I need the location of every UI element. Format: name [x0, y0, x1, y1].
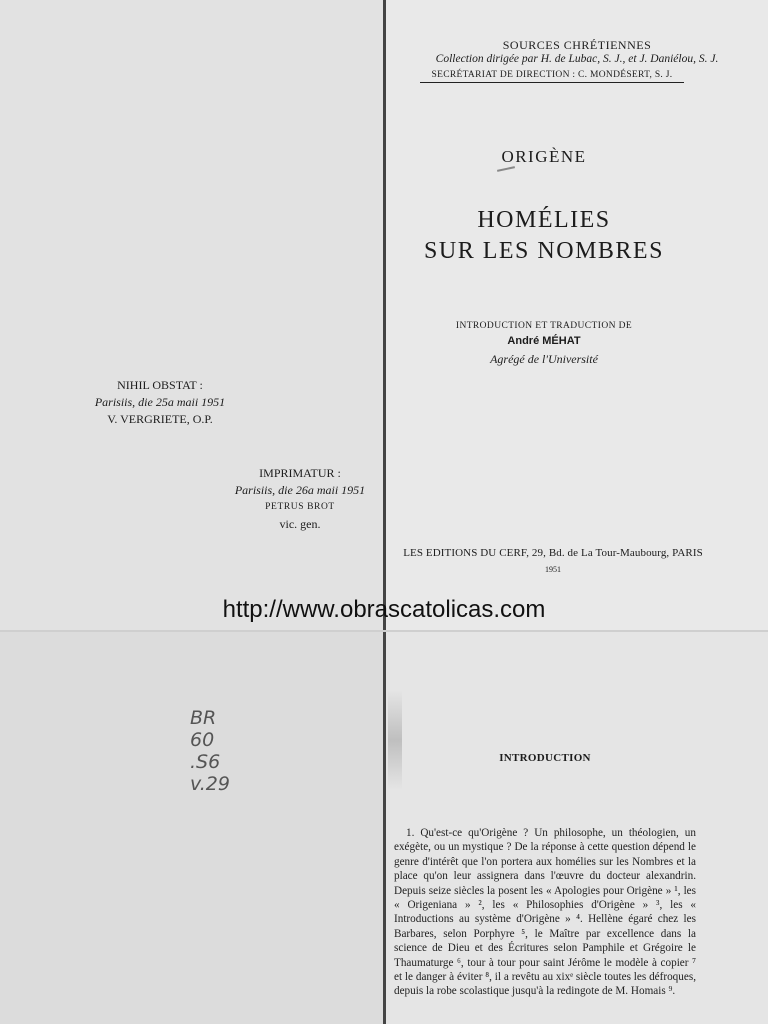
- imprimatur-role: vic. gen.: [279, 517, 321, 531]
- right-title-page: [386, 0, 768, 630]
- left-blank-page: [0, 632, 383, 1024]
- book-title: [386, 205, 702, 267]
- margin-annotation: [388, 690, 402, 790]
- introduction-heading: INTRODUCTION: [499, 752, 591, 764]
- call-number: [190, 707, 250, 795]
- call-number-line: .S6: [190, 751, 221, 773]
- introduction-paragraph: 1. Qu'est-ce qu'Origène ? Un philosophe, un théologien, un exégète, ou un mystique ? De la réponse à cette question dépend le genre d'intérêt que l'on portera aux homélies sur les Nombres et la place qu'on leur assignera dans l'œuvre du docteur alexandrin. Depuis seize siècles la posent les « Apologies pour Origène » ¹, les « Origeniana » ², les « Philosophies d'Origène » ³, les « Introductions au système d'Origène » ⁴. Hellène égaré chez les Barbares, selon Porphyre ⁵, le Maître par excellence dans la science de Dieu et des Écritures selon Pamphile et Grégoire le Thaumaturge ⁶, tour à tour pour saint Jérôme le modèle à copier ⁷ et le danger à éviter ⁸, il a revêtu au xixᵉ siècle toutes les défroques, depuis la robe scolastique jusqu'à la redingote de M. Homais ⁹.: [394, 827, 696, 998]
- book-title-line1: HOMÉLIES: [477, 207, 611, 233]
- author-name: ORIGÈNE: [501, 147, 587, 166]
- translator-name: André MÉHAT: [507, 335, 581, 347]
- translator-role: Agrégé de l'Université: [490, 352, 598, 366]
- call-number-line: 60: [190, 729, 215, 751]
- imprimatur-name: PETRUS BROT: [265, 502, 335, 512]
- nihil-obstat-name: V. VERGRIETE, O.P.: [107, 412, 213, 426]
- imprimatur-block: [200, 465, 400, 533]
- imprimatur-label: IMPRIMATUR :: [259, 466, 341, 480]
- watermark-url: http://www.obrascatolicas.com: [222, 596, 546, 623]
- secretariat-line: SECRÉTARIAT DE DIRECTION : C. MONDÉSERT, S. J.: [420, 70, 684, 83]
- nihil-obstat-date: Parisiis, die 25a maii 1951: [94, 395, 226, 409]
- collection-editors: Collection dirigée par H. de Lubac, S. J., et J. Daniélou, S. J.: [435, 53, 719, 65]
- nihil-obstat-label: NIHIL OBSTAT :: [117, 378, 203, 392]
- publisher-line: LES EDITIONS DU CERF, 29, Bd. de La Tour-Maubourg, PARIS: [403, 547, 703, 559]
- series-title: SOURCES CHRÉTIENNES: [502, 38, 652, 52]
- imprimatur-date: Parisiis, die 26a maii 1951: [234, 483, 366, 497]
- call-number-line: BR: [190, 707, 217, 729]
- nihil-obstat-block: [60, 377, 260, 428]
- call-number-line: v.29: [190, 773, 230, 795]
- book-title-line2: SUR LES NOMBRES: [424, 238, 664, 264]
- publication-year: 1951: [545, 565, 561, 574]
- introduction-label: INTRODUCTION ET TRADUCTION DE: [455, 321, 633, 331]
- page-separator: [0, 630, 768, 632]
- left-title-verso: [0, 0, 383, 630]
